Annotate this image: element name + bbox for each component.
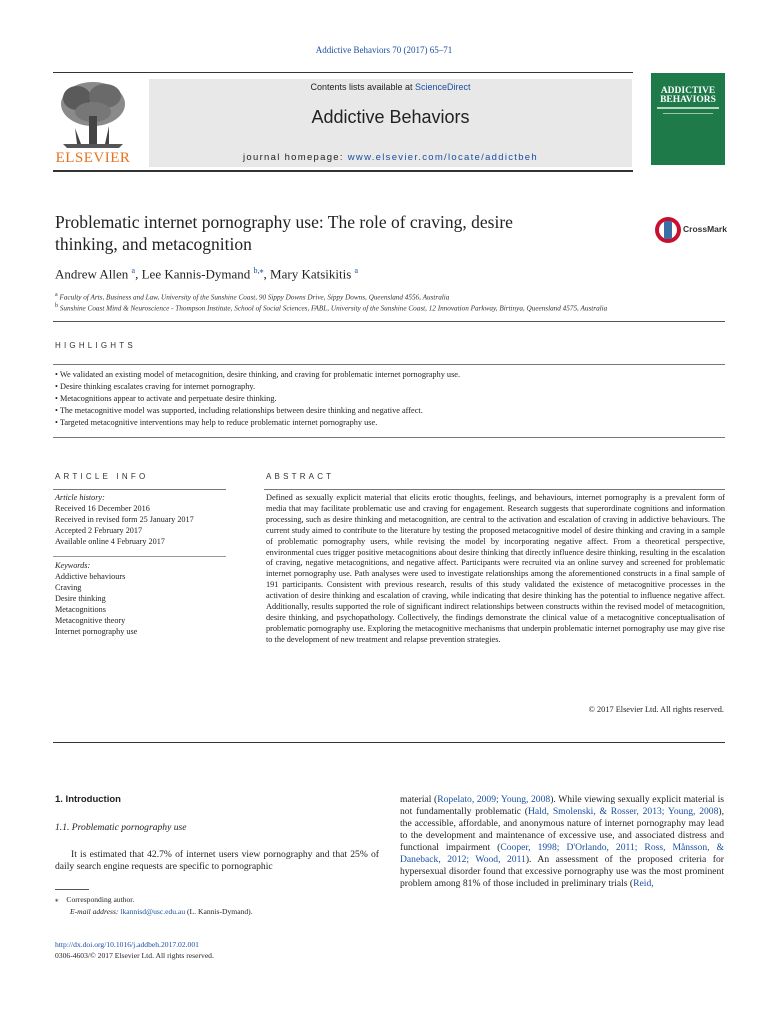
footnote [55,894,253,917]
author-separator: , [263,266,271,282]
crossmark-label: CrossMark [683,224,727,234]
homepage-link[interactable]: www.elsevier.com/locate/addictbeh [347,152,538,163]
citation-link[interactable]: Reid, [633,878,654,889]
citation-link[interactable]: Ropelato, 2009; Young, 2008 [437,794,551,805]
keyword-item: Desire thinking [55,594,106,603]
homepage-prefix: journal homepage: [243,152,348,163]
email-label: E-mail address: [70,907,121,916]
article-info-rule [53,489,226,490]
article-info-heading: ARTICLE INFO [55,472,149,481]
abstract-rule [264,489,725,490]
affiliation-text: Sunshine Coast Mind & Neuroscience - Thompson Institute, School of Social Sciences, FABL, University of the Sunshine Coast, 12 Innovation Parkway, Birtinya, Queensland 4575, Australia [59,304,608,313]
highlight-item: • We validated an existing model of metacognition, desire thinking, and craving for problematic internet pornography use. [55,370,461,379]
header-top-rule [53,72,633,73]
history-item: Received 16 December 2016 [55,504,150,513]
history-item: Received in revised form 25 January 2017 [55,515,194,524]
highlights-bottom-rule [53,437,725,438]
subsection-heading: 1.1. Problematic pornography use [55,822,187,833]
publisher-name: ELSEVIER [55,150,131,166]
author-affiliation-marker[interactable]: b,⁎ [253,266,264,275]
abstract-copyright: © 2017 Elsevier Ltd. All rights reserved. [588,705,724,714]
journal-citation-link[interactable]: Addictive Behaviors 70 (2017) 65–71 [315,45,453,55]
affiliation-a [55,292,449,301]
body-text-segment: ). While viewing sexually explicit material is not fundamentally problematic ( [400,794,724,817]
cover-decoration [663,113,713,114]
highlights-rule [53,364,725,365]
author-affiliation-marker[interactable]: a [354,266,359,275]
article-title [55,211,615,255]
keyword-item: Internet pornography use [55,627,138,636]
body-text-segment: ), the accessible, affordable, and anonymous nature of internet pornography may lead to the development and maintenance of excessive use, and associated distress and functional impairment ( [400,806,724,853]
crossmark-button[interactable] [654,215,734,245]
intro-paragraph-right [400,794,724,890]
body-text-segment: ). An assessment of the proposed criteria for hypersexual disorder found that excessive pornography use was the most prominent problem among 81% of those included in preliminary trials ( [400,854,724,889]
contents-line [149,82,632,92]
doi-block [55,939,214,961]
header-bottom-rule [53,170,633,172]
doi-link[interactable]: http://dx.doi.org/10.1016/j.addbeh.2017.02.001 [55,940,199,949]
sciencedirect-link[interactable]: ScienceDirect [415,82,471,92]
citation-link[interactable]: Cooper, 1998; D'Orlando, 2011; Ross, Månsson, & Daneback, 2012; Wood, 2011 [400,842,724,865]
affiliation-marker: b [55,303,58,309]
author-list [55,266,358,282]
cover-title-line-1: ADDICTIVE [660,86,716,96]
corresponding-author-note [55,894,253,906]
highlight-item: • Targeted metacognitive interventions may help to reduce problematic internet pornography use. [55,418,378,427]
keyword-item: Craving [55,583,82,592]
highlight-item: • The metacognitive model was supported, including relationships between desire thinking and negative affect. [55,406,423,415]
contents-prefix: Contents lists available at [310,82,416,92]
keyword-item: Addictive behaviours [55,572,126,581]
affiliation-b [55,303,607,312]
abstract-heading: ABSTRACT [266,472,335,481]
article-title-line-1: Problematic internet pornography use: The role of craving, desire [55,212,513,232]
journal-homepage-line [149,152,632,163]
issn-copyright: 0306-4603/© 2017 Elsevier Ltd. All rights reserved. [55,951,214,960]
affiliation-text: Faculty of Arts, Business and Law, University of the Sunshine Coast, 90 Sippy Downs Drive, Sippy Downs, Queensland 4556, Australia [59,293,450,302]
highlights-heading: HIGHLIGHTS [55,341,136,350]
cover-title-line-2: BEHAVIORS [660,95,716,105]
body-text-segment: material ( [400,794,438,805]
article-history-label: Article history: [55,493,105,502]
elsevier-logo[interactable] [53,78,133,166]
front-matter-bottom-rule [53,742,725,743]
author-affiliation-marker[interactable]: a [131,266,136,275]
footnote-marker: ⁎ [55,896,59,904]
affiliation-marker: a [55,292,58,298]
corresponding-author-text: Corresponding author. [66,895,135,904]
keywords-rule [53,556,226,557]
author-name[interactable]: Andrew Allen [55,266,129,282]
history-item: Accepted 2 February 2017 [55,526,143,535]
email-line [55,906,253,917]
keywords-label: Keywords: [55,561,91,570]
journal-header [149,79,632,167]
highlight-item: • Desire thinking escalates craving for internet pornography. [55,382,256,391]
article-title-line-2: thinking, and metacognition [55,234,252,254]
journal-cover-thumbnail[interactable] [651,73,725,165]
citation-link[interactable]: Hald, Smolenski, & Rosser, 2013; Young, 2008 [528,806,719,817]
footnote-rule [55,889,89,890]
keyword-item: Metacognitive theory [55,616,126,625]
author-name[interactable]: Mary Katsikitis [270,266,352,282]
cover-title [651,87,725,105]
keyword-item: Metacognitions [55,605,106,614]
journal-title: Addictive Behaviors [311,107,470,127]
history-item: Available online 4 February 2017 [55,537,165,546]
email-link[interactable]: lkannisd@usc.edu.au [120,907,186,916]
section-heading-introduction: 1. Introduction [55,794,121,805]
title-divider [53,321,725,322]
intro-paragraph-left: It is estimated that 42.7% of internet users view pornography and that 25% of daily search engine requests are specific to pornographic [55,849,379,872]
cover-decoration [657,107,719,109]
author-separator: , [135,266,142,282]
email-suffix: (L. Kannis-Dymand). [185,907,253,916]
crossmark-icon [654,215,682,245]
abstract-text: Defined as sexually explicit material that elicits erotic thoughts, feelings, and behaviours, internet pornography is a prevalent form of media that may facilitate problematic use and craving for engagement. Research suggests that superordinate cognitions and information processing, such as desire thinking and metacognition, are central to the activation and escalation of craving in addictive behaviours. The current study aimed to contribute to the literature by testing the proposed metacognitive model of desire thinking and craving in a sample of problematic pornography users, while revising the model by incorporating negative affect. From a theoretical perspective, environmental cues trigger positive metacognitions about desire thinking that directly influence desire thinking, resulting in the escalation of craving, negative metacognitions, and negative affect. Participants were recruited via an online survey and screened for problematic internet pornography use. Path analyses were used to investigate relationships among the aforementioned constructs in a final sample of 191 participants. Consistent with previous research, results of this study validated the existence of metacognitive processes in the activation of desire thinking and escalation of craving, while indicating that desire thinking has the potential to influence negative affect. Additionally, results supported the role of significant indirect relationships between constructs within the revised model of metacognition, desire thinking, and psychopathology. Collectively, the findings demonstrate the clinical value of a metacognitive conceptualisation of problematic pornography use. Exploring the metacognitive mechanisms that underpin problematic internet pornography use may give rise to the development of new treatment and relapse prevention strategies. [266,493,725,644]
author-name[interactable]: Lee Kannis-Dymand [141,266,251,282]
highlight-item: • Metacognitions appear to activate and perpetuate desire thinking. [55,394,277,403]
